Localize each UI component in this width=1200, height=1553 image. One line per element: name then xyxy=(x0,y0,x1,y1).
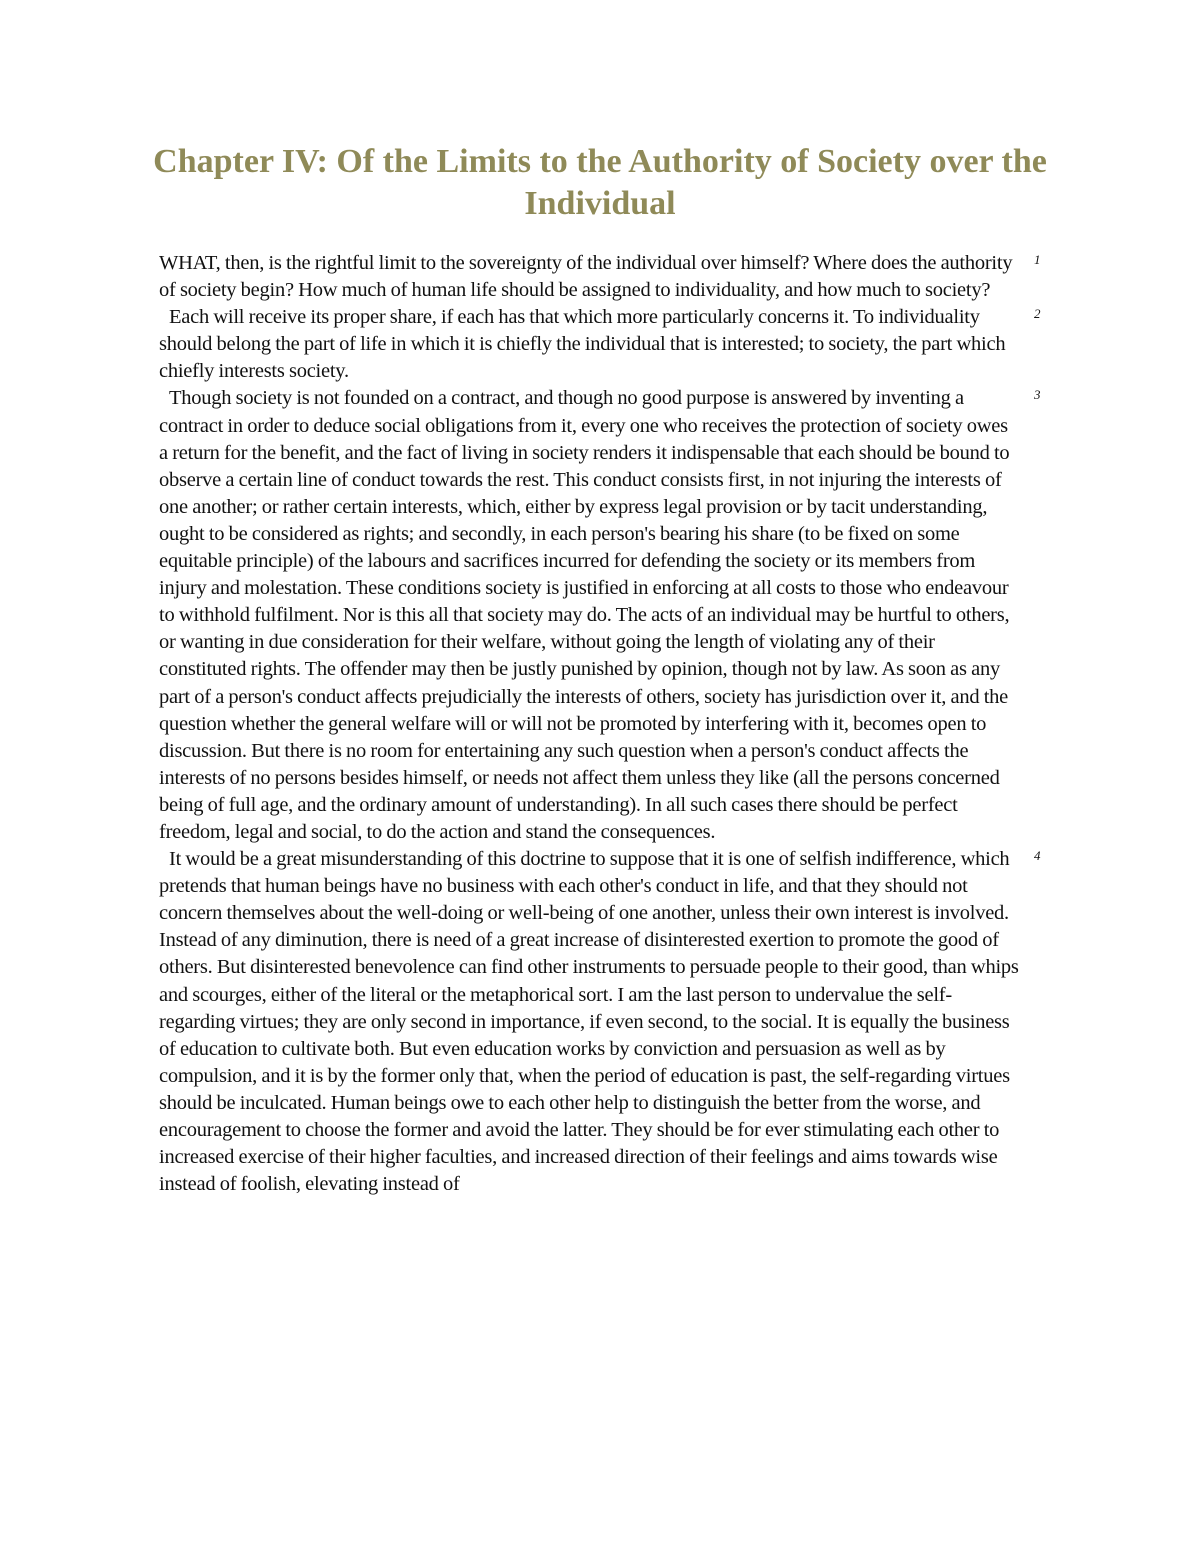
paragraph-text: It would be a great misunderstanding of this doctrine to suppose that it is one of selfish indifference, which pretends that human beings have no business with each other's conduct in life, and that they should not concern themselves about the well-doing or well-being of one another, unless their own interest is involved. Instead of any diminution, there is need of a great increase of disinterested exertion to promote the good of others. But disinterested benevolence can find other instruments to persuade people to their good, than whips and scourges, either of the literal or the metaphorical sort. I am the last person to undervalue the self-regarding virtues; they are only second in importance, if even second, to the social. It is equally the business of education to cultivate both. But even education works by conviction and persuasion as well as by compulsion, and it is by the former only that, when the period of education is past, the self-regarding virtues should be inculcated. Human beings owe to each other help to distinguish the better from the worse, and encouragement to choose the former and avoid the latter. They should be for ever stimulating each other to increased exercise of their higher faculties, and increased direction of their feelings and aims towards wise instead of foolish, elevating instead of xyxy=(159,848,1019,1196)
paragraph-number: 4 xyxy=(1034,848,1041,864)
paragraph-number: 3 xyxy=(1034,387,1041,403)
paragraph-text: WHAT, then, is the rightful limit to the sovereignty of the individual over himself? Where does the authority of society begin? How much of human life should be assigned to individuality, and how much to society? xyxy=(159,252,1013,302)
paragraph-text: Though society is not founded on a contract, and though no good purpose is answered by inventing a contract in order to deduce social obligations from it, every one who receives the protection of society owes a return for the benefit, and the fact of living in society renders it indispensable that each should be bound to observe a certain line of conduct towards the rest. This conduct consists first, in not injuring the interests of one another; or rather certain interests, which, either by express legal provision or by tacit understanding, ought to be considered as rights; and secondly, in each person's bearing his share (to be fixed on some equitable principle) of the labours and sacrifices incurred for defending the society or its members from injury and molestation. These conditions society is justified in enforcing at all costs to those who endeavour to withhold fulfilment. Nor is this all that society may do. The acts of an individual may be hurtful to others, or wanting in due consideration for their welfare, without going the length of violating any of their constituted rights. The offender may then be justly punished by opinion, though not by law. As soon as any part of a person's conduct affects prejudicially the interests of others, society has jurisdiction over it, and the question whether the general welfare will or will not be promoted by interfering with it, becomes open to discussion. But there is no room for entertaining any such question when a person's conduct affects the interests of no persons besides himself, or needs not affect them unless they like (all the persons concerned being of full age, and the ordinary amount of understanding). In all such cases there should be perfect freedom, legal and social, to do the action and stand the consequences. xyxy=(159,387,1010,843)
paragraph-number: 2 xyxy=(1034,306,1041,322)
chapter-body xyxy=(159,250,1041,1198)
paragraph-number: 1 xyxy=(1034,252,1041,267)
paragraph-3 xyxy=(159,385,1041,846)
paragraph-2 xyxy=(159,304,1041,385)
paragraph-text: Each will receive its proper share, if each has that which more particularly concerns it. To individuality should belong the part of life in which it is chiefly the individual that is interested; to society, the part which chiefly interests society. xyxy=(159,306,1006,383)
paragraph-1 xyxy=(159,250,1041,304)
chapter-title: Chapter IV: Of the Limits to the Authority of Society over the Individual xyxy=(153,143,1047,222)
paragraph-4 xyxy=(159,846,1041,1198)
